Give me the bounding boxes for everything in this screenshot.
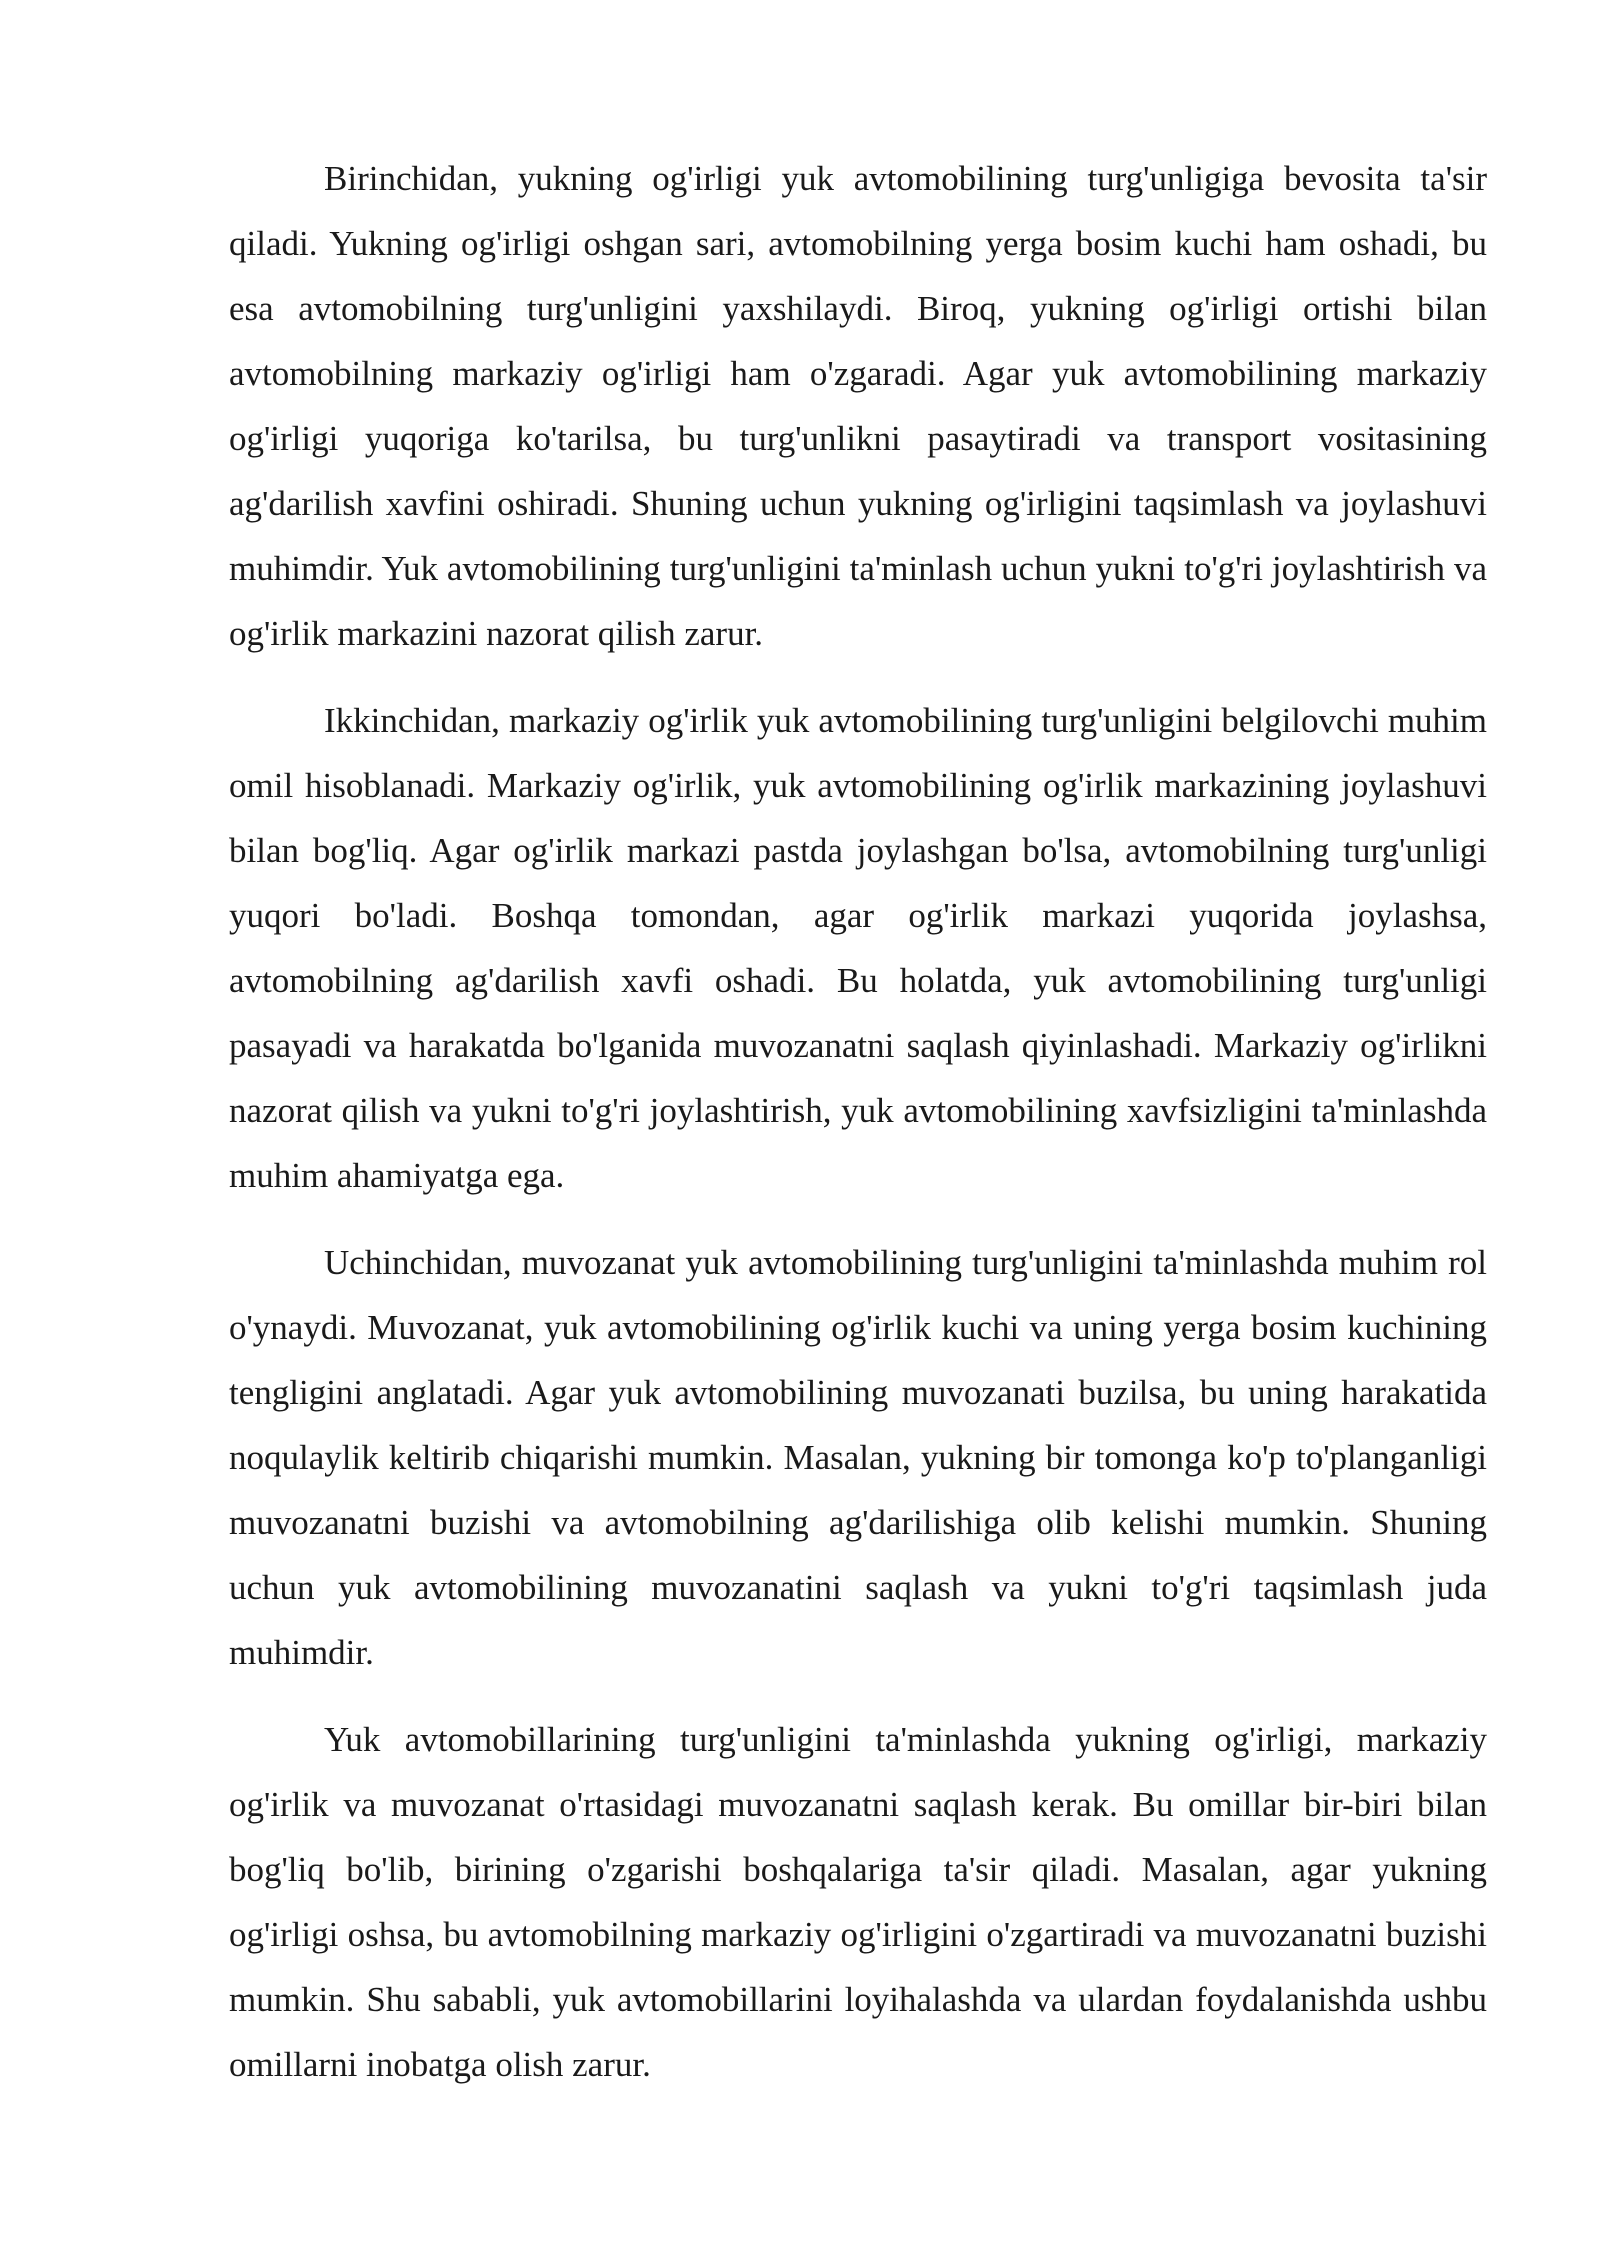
- document-body: [229, 146, 1487, 2119]
- paragraph-3: Uchinchidan, muvozanat yuk avtomobilining turg'unligini ta'minlashda muhim rol o'ynaydi. Muvozanat, yuk avtomobilining og'irlik kuchi va uning yerga bosim kuchining tengligini anglatadi. Agar yuk avtomobilining muvozanati buzilsa, bu uning harakatida noqulaylik keltirib chiqarishi mumkin. Masalan, yukning bir tomonga ko'p to'planganligi muvozanatni buzishi va avtomobilning ag'darilishiga olib kelishi mumkin. Shuning uchun yuk avtomobilining muvozanatini saqlash va yukni to'g'ri taqsimlash juda muhimdir.: [229, 1243, 1487, 1672]
- paragraph-4: Yuk avtomobillarining turg'unligini ta'minlashda yukning og'irligi, markaziy og'irlik va muvozanat o'rtasidagi muvozanatni saqlash kerak. Bu omillar bir-biri bilan bog'liq bo'lib, birining o'zgarishi boshqalariga ta'sir qiladi. Masalan, agar yukning og'irligi oshsa, bu avtomobilning markaziy og'irligini o'zgartiradi va muvozanatni buzishi mumkin. Shu sababli, yuk avtomobillarini loyihalashda va ulardan foydalanishda ushbu omillarni inobatga olish zarur.: [229, 1720, 1487, 2084]
- paragraph-2: Ikkinchidan, markaziy og'irlik yuk avtomobilining turg'unligini belgilovchi muhim omil hisoblanadi. Markaziy og'irlik, yuk avtomobilining og'irlik markazining joylashuvi bilan bog'liq. Agar og'irlik markazi pastda joylashgan bo'lsa, avtomobilning turg'unligi yuqori bo'ladi. Boshqa tomondan, agar og'irlik markazi yuqorida joylashsa, avtomobilning ag'darilish xavfi oshadi. Bu holatda, yuk avtomobilining turg'unligi pasayadi va harakatda bo'lganida muvozanatni saqlash qiyinlashadi. Markaziy og'irlikni nazorat qilish va yukni to'g'ri joylashtirish, yuk avtomobilining xavfsizligini ta'minlashda muhim ahamiyatga ega.: [229, 701, 1487, 1195]
- paragraph-1: Birinchidan, yukning og'irligi yuk avtomobilining turg'unligiga bevosita ta'sir qiladi. Yukning og'irligi oshgan sari, avtomobilning yerga bosim kuchi ham oshadi, bu esa avtomobilning turg'unligini yaxshilaydi. Biroq, yukning og'irligi ortishi bilan avtomobilning markaziy og'irligi ham o'zgaradi. Agar yuk avtomobilining markaziy og'irligi yuqoriga ko'tarilsa, bu turg'unlikni pasaytiradi va transport vositasining ag'darilish xavfini oshiradi. Shuning uchun yukning og'irligini taqsimlash va joylashuvi muhimdir. Yuk avtomobilining turg'unligini ta'minlash uchun yukni to'g'ri joylashtirish va og'irlik markazini nazorat qilish zarur.: [229, 159, 1487, 653]
